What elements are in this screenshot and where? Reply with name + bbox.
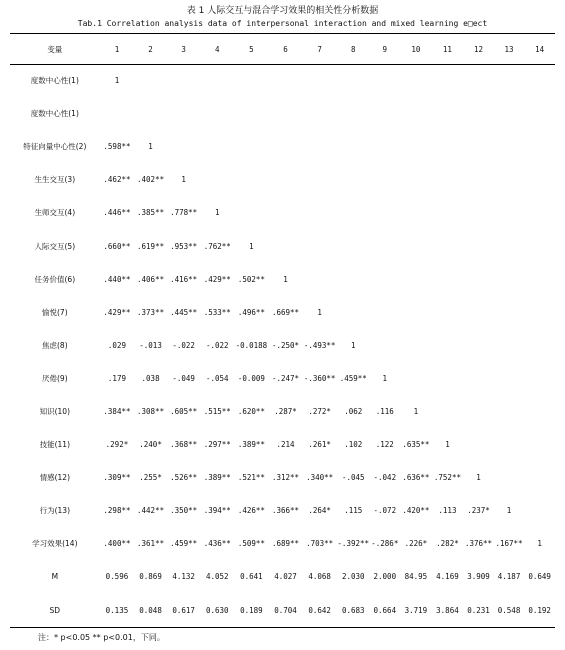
table-cell <box>524 395 555 428</box>
column-header: 1 <box>114 44 120 54</box>
table-cell <box>134 64 167 97</box>
table-cell: .442** <box>137 506 165 516</box>
table-cell: 4.068 <box>308 572 331 582</box>
table-cell <box>200 97 234 130</box>
table-cell <box>370 296 401 329</box>
table-row <box>10 196 555 229</box>
row-label: 生生交互(3) <box>34 175 76 185</box>
column-header: 6 <box>283 44 288 54</box>
table-cell <box>463 163 494 196</box>
correlation-table <box>10 34 555 627</box>
table-row <box>10 130 555 163</box>
table-cell <box>432 64 464 97</box>
table-cell: .752** <box>433 473 461 483</box>
table-cell <box>463 362 494 395</box>
table-cell <box>524 296 555 329</box>
column-header: 14 <box>535 44 545 54</box>
table-cell: .282* <box>436 539 459 549</box>
table-cell: -.022 <box>172 340 195 350</box>
table-cell: -.286* <box>371 539 399 549</box>
column-header: 3 <box>181 44 186 54</box>
table-cell: .038 <box>141 373 160 383</box>
table-cell: .368** <box>170 440 198 450</box>
table-cell <box>494 163 525 196</box>
table-cell: .298** <box>103 506 131 516</box>
table-cell: .350** <box>170 506 198 516</box>
table-cell: .605** <box>170 406 198 416</box>
table-cell: 1 <box>181 175 186 185</box>
table-cell: .526** <box>170 473 198 483</box>
table-cell <box>370 196 401 229</box>
table-cell <box>337 97 370 130</box>
column-header: 10 <box>411 44 421 54</box>
table-title-en: Tab.1 Correlation analysis data of interpersonal interaction and mixed learning e□ect <box>77 19 488 28</box>
column-header: 9 <box>382 44 388 54</box>
table-cell: .598** <box>103 142 131 152</box>
table-cell: .762** <box>203 241 231 251</box>
table-cell: .272* <box>308 406 331 416</box>
variable-header: 变量 <box>47 44 63 54</box>
table-cell <box>302 97 337 130</box>
table-cell <box>463 64 494 97</box>
table-cell: 0.231 <box>467 605 490 615</box>
table-cell: .309** <box>103 473 131 483</box>
table-cell <box>463 329 494 362</box>
row-label: 特征向量中心性(2) <box>23 142 87 152</box>
table-cell: .389** <box>203 473 231 483</box>
table-cell <box>400 362 432 395</box>
table-cell: 1 <box>350 340 356 350</box>
table-cell <box>337 64 370 97</box>
table-cell <box>400 229 432 262</box>
table-cell: .287* <box>274 406 297 416</box>
table-cell: .953** <box>170 241 198 251</box>
table-cell: 0.683 <box>341 605 365 615</box>
table-cell <box>269 64 303 97</box>
table-title-cn: 表 1 人际交互与混合学习效果的相关性分析数据 <box>186 6 379 16</box>
table-cell: 1 <box>283 274 288 284</box>
table-cell: .689** <box>271 539 300 549</box>
table-cell <box>302 229 337 262</box>
table-cell: .384** <box>103 406 131 416</box>
table-cell <box>494 395 525 428</box>
table-cell: .029 <box>107 340 126 350</box>
table-cell: .366** <box>271 506 300 516</box>
table-cell: .373** <box>137 307 165 317</box>
table-cell: .297** <box>203 440 231 450</box>
table-cell: -0.009 <box>237 373 265 383</box>
table-cell: -.247* <box>271 373 300 383</box>
table-row <box>10 163 555 196</box>
table-cell: .062 <box>344 406 363 416</box>
table-cell: 2.030 <box>341 572 365 582</box>
table-row <box>10 494 555 527</box>
table-cell <box>337 296 370 329</box>
table-cell: .459** <box>339 373 367 383</box>
table-cell: .778** <box>170 208 198 218</box>
table-cell <box>524 229 555 262</box>
table-cell: .113 <box>438 506 457 516</box>
table-cell: -.072 <box>373 506 397 516</box>
table-cell: 1 <box>476 473 481 483</box>
table-cell: .521** <box>237 473 265 483</box>
table-cell: .394** <box>203 506 231 516</box>
table-cell: .122 <box>375 440 394 450</box>
column-header: 4 <box>215 44 220 54</box>
row-label: 愉悦(7) <box>42 307 68 317</box>
table-cell <box>234 163 269 196</box>
header-row <box>10 34 555 64</box>
table-cell <box>400 296 432 329</box>
table-cell: .402** <box>137 175 165 185</box>
table-cell: .255* <box>139 473 162 483</box>
bottom-rule <box>10 627 555 628</box>
table-cell <box>463 229 494 262</box>
table-cell <box>302 64 337 97</box>
table-cell: .308** <box>137 406 165 416</box>
table-cell: .619** <box>137 241 165 251</box>
row-label: 人际交互(5) <box>34 241 76 251</box>
table-cell: .340** <box>306 473 334 483</box>
table-cell <box>337 263 370 296</box>
table-cell <box>370 329 401 362</box>
table-cell <box>524 428 555 461</box>
table-cell <box>269 163 303 196</box>
table-cell: 84.95 <box>404 572 428 582</box>
table-cell: 0.548 <box>497 605 521 615</box>
table-cell <box>432 97 464 130</box>
table-cell: 0.664 <box>373 605 397 615</box>
table-row <box>10 263 555 296</box>
row-label: 厌倦(9) <box>42 373 68 383</box>
table-cell <box>134 97 167 130</box>
row-label: 生师交互(4) <box>34 208 76 218</box>
table-cell: -.022 <box>205 340 229 350</box>
table-cell: 0.048 <box>139 605 162 615</box>
column-header: 12 <box>473 44 484 54</box>
table-cell <box>432 163 464 196</box>
table-cell <box>494 362 525 395</box>
table-cell: 4.132 <box>172 572 195 582</box>
table-cell <box>302 196 337 229</box>
table-cell <box>400 163 432 196</box>
table-cell <box>463 296 494 329</box>
table-cell: 0.649 <box>528 572 551 582</box>
table-cell <box>524 329 555 362</box>
table-cell: 0.630 <box>205 605 229 615</box>
row-label: 焦虑(8) <box>42 340 68 350</box>
table-cell <box>494 64 525 97</box>
table-cell: .462** <box>103 175 131 185</box>
table-cell: 0.704 <box>274 605 297 615</box>
table-cell: .445** <box>170 307 198 317</box>
table-cell: 1 <box>317 307 322 317</box>
table-cell: 0.189 <box>240 605 263 615</box>
table-row <box>10 296 555 329</box>
table-cell: 3.719 <box>404 605 428 615</box>
table-cell: .429** <box>103 307 131 317</box>
table-cell <box>494 196 525 229</box>
table-cell: -.054 <box>205 373 229 383</box>
table-cell <box>167 130 201 163</box>
table-cell: -.493** <box>303 340 336 350</box>
table-row <box>10 395 555 428</box>
table-cell: 1 <box>445 440 450 450</box>
table-cell: .214 <box>276 440 295 450</box>
table-cell <box>302 163 337 196</box>
table-row <box>10 229 555 262</box>
table-cell <box>167 97 201 130</box>
table-cell: .660** <box>103 241 131 251</box>
table-cell: 0.192 <box>528 605 551 615</box>
table-cell: 2.000 <box>373 572 397 582</box>
table-row <box>10 329 555 362</box>
table-cell <box>400 64 432 97</box>
table-cell: .237* <box>467 506 490 516</box>
table-cell: -.392** <box>337 539 370 549</box>
row-label: 度数中心性(1) <box>30 109 79 119</box>
table-row <box>10 64 555 97</box>
table-cell: .636** <box>402 473 430 483</box>
table-cell: .406** <box>137 274 165 284</box>
table-cell: .385** <box>137 208 165 218</box>
table-cell <box>432 395 464 428</box>
table-cell: .436** <box>203 539 231 549</box>
row-label: 学习效果(14) <box>32 539 78 549</box>
table-body <box>10 64 555 627</box>
table-cell: -.042 <box>373 473 397 483</box>
table-cell <box>494 229 525 262</box>
table-cell <box>337 163 370 196</box>
table-cell: .179 <box>107 373 126 383</box>
table-cell <box>524 64 555 97</box>
table-cell: 1 <box>114 76 120 86</box>
table-cell: .496** <box>237 307 265 317</box>
table-cell: .502** <box>237 274 265 284</box>
row-label: 技能(11) <box>39 440 71 450</box>
table-cell: 0.869 <box>139 572 162 582</box>
table-cell <box>370 97 401 130</box>
table-cell: .226* <box>404 539 428 549</box>
table-cell <box>234 196 269 229</box>
table-cell: .533** <box>203 307 231 317</box>
table-cell <box>524 263 555 296</box>
table-cell: 1 <box>413 406 419 416</box>
table-row <box>10 362 555 395</box>
table-cell: .509** <box>237 539 265 549</box>
table-cell <box>100 97 135 130</box>
table-cell <box>463 395 494 428</box>
table-cell: -.250* <box>271 340 300 350</box>
table-cell <box>370 163 401 196</box>
table-cell <box>494 296 525 329</box>
row-label: 度数中心性(1) <box>30 76 79 86</box>
table-cell: .240* <box>139 440 162 450</box>
table-cell <box>400 130 432 163</box>
table-cell <box>524 461 555 494</box>
table-cell: 4.052 <box>205 572 229 582</box>
table-cell: .312** <box>271 473 300 483</box>
table-cell <box>524 362 555 395</box>
table-cell <box>400 97 432 130</box>
column-header: 7 <box>317 44 322 54</box>
table-cell <box>463 130 494 163</box>
table-cell <box>400 196 432 229</box>
table-cell: .426** <box>237 506 265 516</box>
column-header: 11 <box>442 44 452 54</box>
table-cell <box>269 229 303 262</box>
row-label: 任务价值(6) <box>34 274 76 284</box>
table-cell: 1 <box>537 539 542 549</box>
table-cell: 1 <box>382 373 388 383</box>
table-cell <box>463 428 494 461</box>
table-cell: 0.135 <box>105 605 129 615</box>
table-cell <box>200 163 234 196</box>
row-label: 行为(13) <box>39 506 71 516</box>
table-row <box>10 461 555 494</box>
column-header: 8 <box>350 44 356 54</box>
table-cell: .261* <box>308 440 331 450</box>
table-cell <box>200 130 234 163</box>
table-cell <box>269 97 303 130</box>
table-cell <box>463 196 494 229</box>
table-cell <box>494 97 525 130</box>
table-cell <box>337 229 370 262</box>
table-cell <box>400 329 432 362</box>
table-cell <box>524 196 555 229</box>
table-cell <box>524 97 555 130</box>
table-row <box>10 97 555 130</box>
table-cell: 4.169 <box>436 572 459 582</box>
table-cell <box>463 263 494 296</box>
table-cell: .669** <box>271 307 300 317</box>
table-cell: 4.187 <box>497 572 521 582</box>
table-cell <box>302 130 337 163</box>
table-cell: .635** <box>402 440 430 450</box>
column-header: 5 <box>249 44 254 54</box>
table-cell: 1 <box>215 208 220 218</box>
table-cell: .420** <box>402 506 430 516</box>
table-cell <box>524 130 555 163</box>
table-cell <box>432 263 464 296</box>
table-cell <box>524 163 555 196</box>
table-cell <box>370 64 401 97</box>
table-cell <box>269 196 303 229</box>
table-cell: 4.027 <box>274 572 297 582</box>
table-cell: 0.596 <box>105 572 129 582</box>
table-cell: -0.0188 <box>235 340 268 350</box>
table-cell <box>432 130 464 163</box>
table-cell <box>494 461 525 494</box>
table-cell <box>370 229 401 262</box>
table-cell <box>167 64 201 97</box>
table-cell <box>269 130 303 163</box>
table-row <box>10 527 555 560</box>
table-cell <box>494 130 525 163</box>
table-cell: 0.641 <box>240 572 263 582</box>
table-cell <box>494 428 525 461</box>
table-cell: 0.642 <box>308 605 331 615</box>
table-cell <box>400 263 432 296</box>
table-cell <box>432 196 464 229</box>
table-cell <box>432 229 464 262</box>
table-cell: .459** <box>170 539 198 549</box>
table-cell <box>494 329 525 362</box>
table-cell: 3.864 <box>436 605 459 615</box>
table-cell: .515** <box>203 406 231 416</box>
column-header: 2 <box>148 44 153 54</box>
table-cell: .292* <box>105 440 129 450</box>
table-cell <box>234 64 269 97</box>
table-row <box>10 560 555 593</box>
table-row <box>10 594 555 627</box>
table-cell: 1 <box>249 241 254 251</box>
table-cell: .400** <box>103 539 131 549</box>
table-cell: .446** <box>103 208 131 218</box>
table-cell: 0.617 <box>172 605 195 615</box>
table-cell: .376** <box>464 539 493 549</box>
table-cell <box>524 494 555 527</box>
table-cell: .116 <box>375 406 394 416</box>
table-cell <box>432 362 464 395</box>
column-header: 13 <box>504 44 514 54</box>
table-cell: -.045 <box>341 473 365 483</box>
row-label: 知识(10) <box>39 406 71 416</box>
table-cell: -.360** <box>303 373 336 383</box>
row-label: M <box>51 572 59 582</box>
table-cell <box>234 97 269 130</box>
table-cell: .167** <box>495 539 523 549</box>
table-cell: -.049 <box>172 373 195 383</box>
table-note: 注：* p<0.05 ** p<0.01，下同。 <box>38 633 165 642</box>
table-cell <box>463 97 494 130</box>
table-row <box>10 428 555 461</box>
table-cell <box>432 329 464 362</box>
table-cell <box>200 64 234 97</box>
table-cell: .102 <box>344 440 363 450</box>
table-cell <box>370 130 401 163</box>
table-cell: .440** <box>103 274 131 284</box>
table-cell <box>234 130 269 163</box>
table-cell: .416** <box>170 274 198 284</box>
table-cell: .429** <box>203 274 231 284</box>
table-cell <box>370 263 401 296</box>
table-cell: .620** <box>237 406 265 416</box>
table-cell <box>337 130 370 163</box>
table-cell: 1 <box>506 506 512 516</box>
table-cell: .264* <box>308 506 331 516</box>
table-cell: .703** <box>306 539 334 549</box>
table-cell <box>337 196 370 229</box>
row-label: SD <box>49 605 61 615</box>
table-cell <box>302 263 337 296</box>
table-cell: 1 <box>148 142 153 152</box>
table-cell: 3.909 <box>467 572 490 582</box>
row-label: 情感(12) <box>39 473 71 483</box>
table-cell: .389** <box>237 440 265 450</box>
table-cell: .361** <box>137 539 165 549</box>
table-cell: -.013 <box>139 340 162 350</box>
table-cell: .115 <box>344 506 363 516</box>
table-cell <box>494 263 525 296</box>
table-cell <box>432 296 464 329</box>
